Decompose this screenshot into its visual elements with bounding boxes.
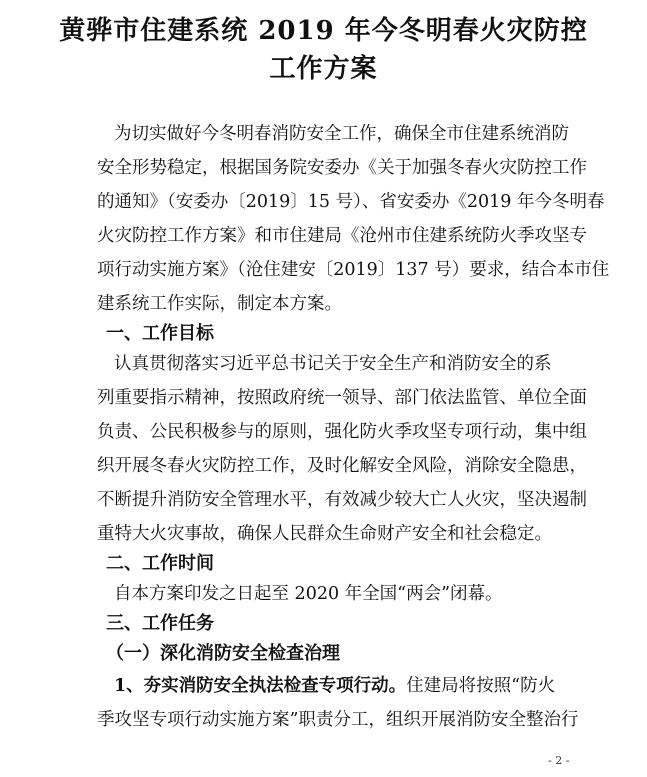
document-title-line-2: 工作方案: [269, 54, 378, 84]
page-number: - 2 -: [548, 754, 570, 767]
goals-line-5: 不断提升消防安全管理水平，有效减少较大亡人火灾，坚决遏制: [97, 490, 587, 510]
task-item-1-line-2: 季攻坚专项行动实施方案”职责分工，组织开展消防安全整治行: [97, 710, 579, 730]
time-line: 自本方案印发之日起至 2020 年全国“两会”闭幕。: [114, 584, 503, 604]
intro-line-1: 为切实做好今冬明春消防安全工作，确保全市住建系统消防: [114, 124, 569, 144]
intro-line-4: 火灾防控工作方案》和市住建局《沧州市住建系统防火季攻坚专: [97, 226, 587, 246]
goals-line-4: 织开展冬春火灾防控工作，及时化解安全风险，消除安全隐患，: [97, 456, 587, 476]
goals-line-3: 负责、公民积极参与的原则，强化防火季攻坚专项行动，集中组: [97, 422, 587, 442]
section-heading-time: 二、工作时间: [106, 553, 214, 574]
section-heading-goals: 一、工作目标: [106, 323, 214, 344]
goals-line-2: 列重要指示精神，按照政府统一领导、部门依法监管、单位全面: [97, 388, 587, 408]
intro-line-3: 的通知》（安委办〔2019〕15 号）、省安委办《2019 年今冬明春: [97, 192, 605, 212]
subsection-heading-inspection: （一）深化消防安全检查治理: [106, 643, 340, 664]
document-title-line-1: 黄骅市住建系统 2019 年今冬明春火灾防控: [59, 16, 588, 46]
task-item-1-title: 1、夯实消防安全执法检查专项行动。: [114, 676, 407, 696]
intro-line-2: 安全形势稳定，根据国务院安委办《关于加强冬春火灾防控工作: [97, 158, 587, 178]
goals-line-1: 认真贯彻落实习近平总书记关于安全生产和消防安全的系: [114, 354, 552, 374]
intro-line-6: 建系统工作实际，制定本方案。: [97, 294, 342, 314]
task-item-1-line-1: [114, 674, 555, 698]
task-item-1-text: 住建局将按照“防火: [406, 676, 556, 696]
intro-line-5: 项行动实施方案》（沧住建安〔2019〕137 号）要求，结合本市住: [97, 260, 610, 280]
section-heading-tasks: 三、工作任务: [106, 613, 214, 634]
goals-line-6: 重特大火灾事故，确保人民群众生命财产安全和社会稳定。: [97, 524, 552, 544]
